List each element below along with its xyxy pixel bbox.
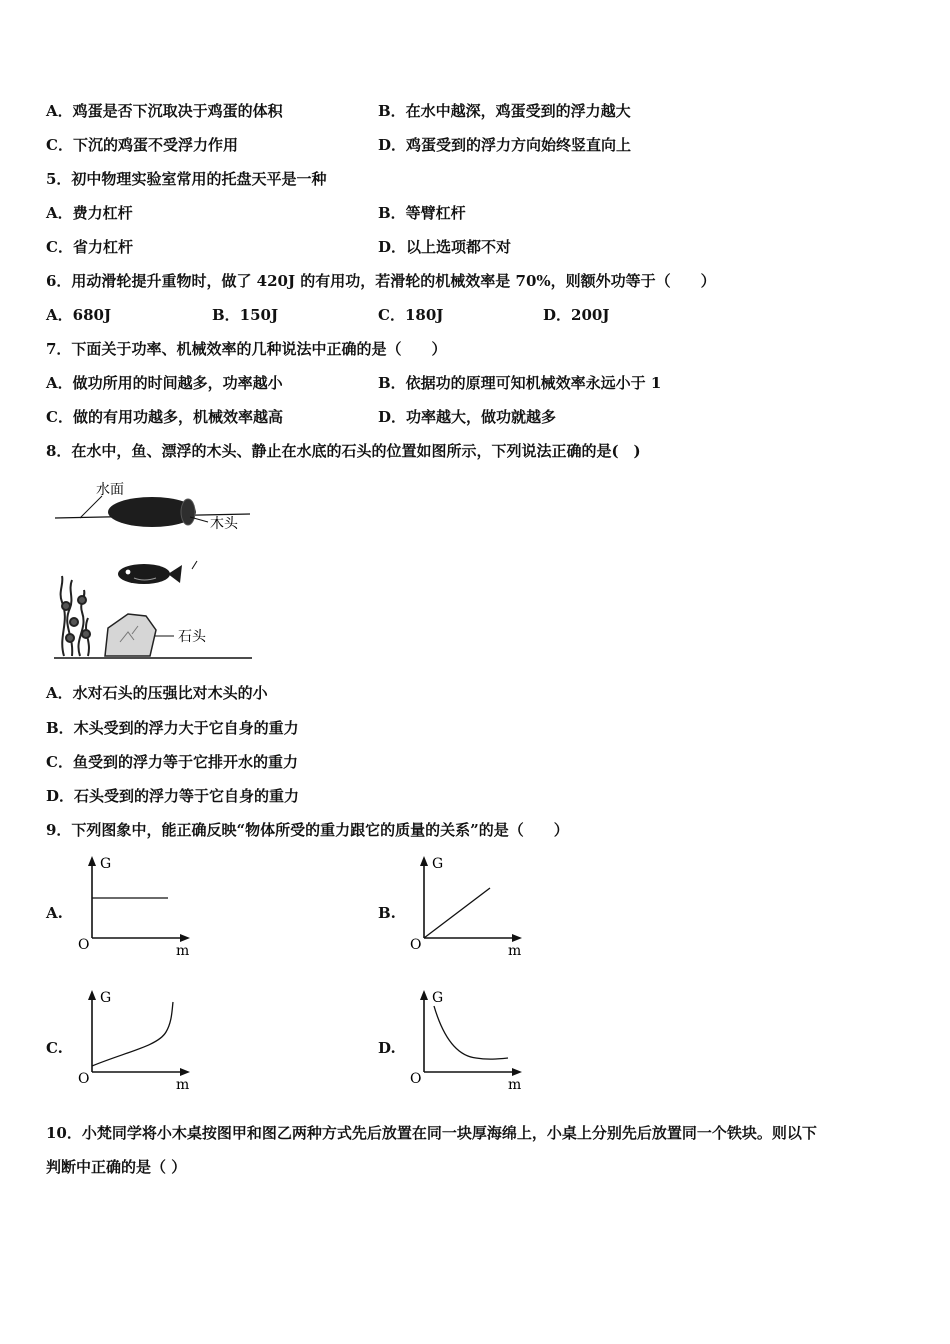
q7-option-c: C．做的有用功越多，机械效率越高: [46, 408, 283, 426]
graph-c-label: C.: [46, 1039, 63, 1057]
q5-option-b: B．等臂杠杆: [378, 204, 466, 222]
q10-stem-line1: 10．小梵同学将小木桌按图甲和图乙两种方式先后放置在同一块厚海绵上，小桌上分别先后放置同一个铁块。则以下: [46, 1124, 817, 1142]
q8-option-d: D．石头受到的浮力等于它自身的重力: [46, 787, 300, 805]
graph-a-origin: O: [78, 937, 90, 953]
wood-log-end: [181, 499, 195, 525]
graph-b-y-label: G: [432, 856, 444, 872]
graph-d-curve: [434, 1006, 508, 1059]
q10-stem-line2: 判断中正确的是（ ）: [46, 1158, 187, 1176]
bubble-mark: [192, 561, 197, 569]
water-label-pointer: [80, 496, 102, 518]
q7-option-a: A．做功所用的时间越多，功率越小: [46, 374, 283, 392]
graph-a-y-label: G: [100, 856, 112, 872]
fish-icon: [118, 564, 182, 584]
q5-stem: 5．初中物理实验室常用的托盘天平是一种: [46, 170, 327, 188]
q5-option-d: D．以上选项都不对: [378, 238, 512, 256]
q7-option-b: B．依据功的原理可知机械效率永远小于 1: [378, 374, 662, 392]
q5-option-a: A．费力杠杆: [46, 204, 133, 222]
q9-stem: 9．下列图象中，能正确反映“物体所受的重力跟它的质量的关系”的是（ ）: [46, 821, 569, 839]
q6-option-c: C．180J: [378, 306, 444, 324]
graph-b-label: B.: [378, 904, 396, 922]
graph-c: [76, 986, 196, 1091]
graph-a-label: A.: [46, 904, 63, 922]
q6-option-a: A．680J: [46, 306, 112, 324]
graph-a: [76, 852, 196, 957]
graph-c-x-label: m: [176, 1077, 190, 1093]
graph-d-x-label: m: [508, 1077, 522, 1093]
q4-option-d: D．鸡蛋受到的浮力方向始终竖直向上: [378, 136, 632, 154]
q7-stem: 7．下面关于功率、机械效率的几种说法中正确的是（ ）: [46, 340, 447, 358]
graph-b-origin: O: [410, 937, 422, 953]
q6-option-b: B．150J: [212, 306, 279, 324]
graph-d-y-label: G: [432, 990, 444, 1006]
graph-c-y-label: G: [100, 990, 112, 1006]
graph-b-line: [424, 888, 490, 938]
graph-c-curve: [92, 1002, 173, 1066]
q8-option-a: A．水对石头的压强比对木头的小: [46, 684, 268, 702]
q7-option-d: D．功率越大，做功就越多: [378, 408, 557, 426]
q8-stem: 8．在水中，鱼、漂浮的木头、静止在水底的石头的位置如图所示，下列说法正确的是( ): [46, 442, 641, 460]
stone-label: 石头: [178, 629, 206, 645]
seaweed-icon: [61, 576, 90, 656]
water-label: 水面: [96, 482, 124, 498]
graph-b-x-label: m: [508, 943, 522, 959]
wood-label: 木头: [210, 516, 238, 532]
graph-a-x-label: m: [176, 943, 190, 959]
q8-option-b: B．木头受到的浮力大于它自身的重力: [46, 719, 299, 737]
graph-b: [408, 852, 528, 957]
graph-d-label: D.: [378, 1039, 396, 1057]
q4-option-c: C．下沉的鸡蛋不受浮力作用: [46, 136, 238, 154]
graph-c-origin: O: [78, 1071, 90, 1087]
q6-option-d: D．200J: [543, 306, 610, 324]
q4-option-b: B．在水中越深，鸡蛋受到的浮力越大: [378, 102, 631, 120]
q6-stem: 6．用动滑轮提升重物时，做了 420J 的有用功，若滑轮的机械效率是 70%，则额外功等于（ ）: [46, 272, 716, 290]
q8-figure: [50, 474, 260, 666]
q8-option-c: C．鱼受到的浮力等于它排开水的重力: [46, 753, 298, 771]
q4-option-a: A．鸡蛋是否下沉取决于鸡蛋的体积: [46, 102, 283, 120]
graph-d: [408, 986, 528, 1091]
graph-d-origin: O: [410, 1071, 422, 1087]
q5-option-c: C．省力杠杆: [46, 238, 133, 256]
